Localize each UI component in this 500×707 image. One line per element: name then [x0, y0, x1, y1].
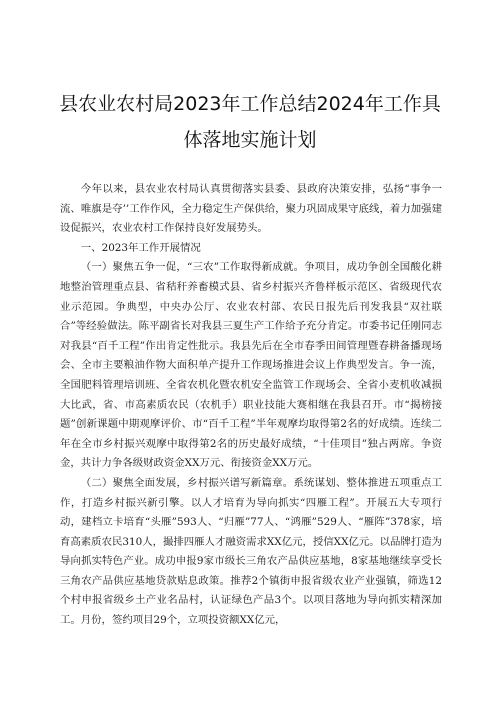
intro-paragraph: 今年以来，县农业农村局认真贯彻落实县委、县政府决策安排，弘扬“事争一流、唯旗是夺’’工作作风，全力稳定生产保供给，聚力巩固成果守底线，着力加强建设促振兴，农业农村工作保持良好发展势头。	[60, 183, 442, 235]
section-heading-1: 一、2023年工作开展情况	[80, 241, 201, 254]
section-1-paragraph-2: （二）聚焦全面发展，乡村振兴谱写新篇章。系统谋划、整体推进五项重点工作，打造乡村振兴新引擎。以人才培育为导向抓实“四雁工程”。开展五大专项行动，建档立卡培育“头雁”593人、“归雁”77人、“鸿雁”529人、“雁阵”378家，培育高素质农民310人，撮排四雁人才融资需求XX亿元，授信XX亿元。以品牌打造为导向抓实特色产业。成功申报9家市级长三角农产品供应基地，8家基地继续享受长三角农产品供应基地贷款贴息政策。推荐2个镇街申报省级农业产业强镇，筛选12个村申报省级乡土产业名品村，认证绿色产品3个。以项目落地为导向抓实精深加工。月份，签约项目29个，立项投资额XX亿元，	[60, 476, 442, 627]
document-title-line-2: 体落地实施计划	[183, 129, 317, 151]
section-1-paragraph-1: （一）聚焦五争一促，“三农”工作取得新成就。争项目，成功争创全国酸化耕地整治管理重点县、省秸秆养畜模式县、省乡村振兴齐鲁样板示范区、省级现代农业示范园。争典型，中央办公厅、农业农村部、农民日报先后刊发我县“双社联合”等经验做法。陈平副省长对我县三夏生产工作给予充分肯定。市委书记任刚同志对我县“百千工程”作出肯定性批示。我县先后在全市春季田间管理暨春耕备播现场会、全市主要粮油作物大面积单产提升工作现场推进会议上作典型发言。争一流，全国肥料管理培训班、全省农机化暨农机安全监管工作现场会、全省小麦机收减损大比武，省、市高素质农民（农机手）职业技能大赛相继在我县召开。市“揭榜接题”创新课题中期观摩评价、市“百千工程”半年观摩均取得第2名的好成绩。连续二年在全市乡村振兴观摩中取得第2名的历史最好成绩，“十佳项目”独占两席。争资金，共计力争各级财政资金XX万元、衔接资金XX万元。	[60, 261, 442, 470]
document-title-line-1: 县农业农村局2023年工作总结2024年工作具	[59, 93, 441, 115]
document-body	[60, 180, 442, 631]
